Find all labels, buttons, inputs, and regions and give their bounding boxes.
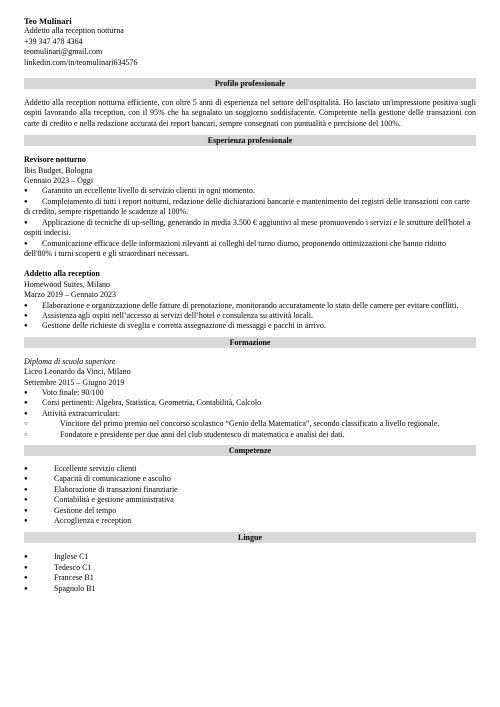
phone-number: +39 347 478 4364 bbox=[24, 36, 83, 46]
list-item bbox=[24, 186, 476, 196]
education-dates: Settembre 2015 – Giugno 2019 bbox=[24, 377, 125, 387]
person-name: Teo Mulinari bbox=[24, 16, 72, 26]
bullet-text: Corsi pertinenti: Algebra, Statistica, Geometria, Contabilità, Calcolo bbox=[42, 398, 262, 408]
header bbox=[24, 16, 476, 68]
bullet-icon: ● bbox=[24, 575, 28, 582]
bullet-icon: ● bbox=[24, 302, 28, 309]
bullet-text: Elaborazione e organizzazione delle fatture di prenotazione, monitorando accuratamente lo stato delle camere per evitare conflitti. bbox=[42, 300, 459, 310]
job-title: Addetto alla reception bbox=[24, 269, 100, 279]
bullet-text: Attività extracurriculari: bbox=[42, 408, 120, 418]
job-dates: Marzo 2019 – Gennaio 2023 bbox=[24, 290, 116, 300]
bullet-text: Comunicazione efficace delle informazioni rilevanti ai colleghi del turno diurno, proponendo ottimizzazioni che hanno ridotto dell'80% i turni scoperti e gli straordinari necessari. bbox=[24, 238, 446, 258]
job-role: Addetto alla reception notturna bbox=[24, 26, 124, 36]
list-item bbox=[24, 563, 476, 573]
list-item bbox=[24, 506, 476, 516]
list-item bbox=[24, 474, 476, 484]
bullet-text: Assistenza agli ospiti nell’accesso ai servizi dell’hotel e consulenza su attività locali. bbox=[42, 310, 314, 320]
job-entry bbox=[24, 269, 476, 331]
bullet-icon: ● bbox=[24, 400, 28, 407]
job-bullets bbox=[24, 301, 476, 332]
languages-list bbox=[24, 552, 476, 594]
list-item bbox=[24, 239, 476, 260]
list-item bbox=[24, 552, 476, 562]
bullet-icon: ● bbox=[24, 389, 28, 396]
bullet-icon: ● bbox=[24, 554, 28, 561]
skills-section-header: Competenze bbox=[24, 445, 476, 456]
skill-text: Contabilità e gestione amministrativa bbox=[54, 495, 174, 505]
bullet-icon: ● bbox=[24, 198, 28, 205]
experience-section-header: Esperienza professionale bbox=[24, 135, 476, 146]
sub-bullet-icon: ○ bbox=[24, 431, 28, 438]
bullet-icon: ● bbox=[24, 410, 28, 417]
list-item bbox=[24, 218, 476, 239]
skill-text: Capacità di comunicazione e ascolto bbox=[54, 474, 171, 484]
bullet-text: Completamento di tutti i report notturni, redazione delle dichiarazioni bancarie e mantenimento dei registri delle transazioni con carte di credito, sempre rispettando le scadenze al 100%. bbox=[24, 196, 470, 217]
education-entry bbox=[24, 357, 476, 440]
education-section-header: Formazione bbox=[24, 337, 476, 348]
bullet-icon: ● bbox=[24, 312, 28, 319]
job-bullets bbox=[24, 186, 476, 259]
bullet-text: Applicazione di tecniche di up-selling, generando in media 3.500 € aggiuntivi al mese promuovendo i servizi e le strutture dell'hotel a ospiti indecisi. bbox=[24, 217, 471, 238]
skill-text: Elaborazione di transazioni finanziarie bbox=[54, 484, 178, 494]
bullet-icon: ● bbox=[24, 219, 28, 226]
skills-list bbox=[24, 464, 476, 526]
bullet-icon: ● bbox=[24, 497, 28, 504]
bullet-icon: ● bbox=[24, 518, 28, 525]
list-item bbox=[24, 419, 476, 429]
list-item bbox=[24, 464, 476, 474]
linkedin-url: linkedin.com/in/teomulinari634576 bbox=[24, 57, 138, 67]
bullet-icon: ● bbox=[24, 486, 28, 493]
bullet-icon: ● bbox=[24, 585, 28, 592]
language-text: Spagnolo B1 bbox=[54, 583, 96, 593]
bullet-icon: ● bbox=[24, 466, 28, 472]
bullet-text: Voto finale: 90/100 bbox=[42, 387, 104, 397]
list-item bbox=[24, 197, 476, 218]
list-item bbox=[24, 495, 476, 505]
email-address: teomulinari@gmail.com bbox=[24, 47, 103, 57]
bullet-text: Vincitore del primo premio nel concorso scolastico “Genio della Matematica”, secondo classificato a livello regionale. bbox=[60, 419, 440, 429]
languages-section-header: Lingue bbox=[24, 532, 476, 543]
bullet-text: Fondatore e presidente per due anni del club studentesco di matematica e analisi dei dati. bbox=[60, 429, 345, 439]
bullet-icon: ● bbox=[24, 564, 28, 571]
list-item bbox=[24, 301, 476, 311]
skill-text: Eccellente servizio clienti bbox=[54, 464, 137, 473]
list-item bbox=[24, 485, 476, 495]
language-text: Inglese C1 bbox=[54, 552, 89, 562]
degree: Diploma di scuola superiore bbox=[24, 356, 116, 366]
bullet-icon: ● bbox=[24, 507, 28, 514]
language-text: Francese B1 bbox=[54, 573, 94, 583]
list-item bbox=[24, 409, 476, 419]
language-text: Tedesco C1 bbox=[54, 562, 92, 572]
list-item bbox=[24, 430, 476, 440]
bullet-text: Garantito un eccellente livello di servizio clienti in ogni momento. bbox=[42, 186, 255, 196]
bullet-icon: ● bbox=[24, 476, 28, 483]
sub-bullet-icon: ○ bbox=[24, 421, 28, 428]
list-item bbox=[24, 388, 476, 398]
bullet-icon: ● bbox=[24, 188, 28, 195]
skill-text: Gestione del tempo bbox=[54, 505, 117, 515]
bullet-icon: ● bbox=[24, 240, 28, 247]
job-entry bbox=[24, 155, 476, 259]
list-item bbox=[24, 311, 476, 321]
bullet-text: Gestione delle richieste di sveglia e corretta assegnazione di messaggi e pacchi in arrivo. bbox=[42, 321, 326, 331]
company: Ibis Budget, Bologna bbox=[24, 165, 93, 175]
skill-text: Accoglienza e reception bbox=[54, 516, 132, 526]
bullet-icon: ● bbox=[24, 323, 28, 330]
profile-section-header: Profilo professionale bbox=[24, 78, 476, 89]
list-item bbox=[24, 584, 476, 594]
list-item bbox=[24, 398, 476, 408]
job-title: Revisore notturno bbox=[24, 155, 86, 165]
list-item bbox=[24, 321, 476, 331]
profile-summary: Addetto alla reception notturna efficiente, con oltre 5 anni di esperienza nel settore dell'ospitalità. Ho lasciato un'impressione positiva sugli ospiti lavorando alla reception, con il 95% che ha segnalato un soggiorno soddisfacente. Competente nella gestione delle transazioni con carte di credito e nella redazione accurata dei report bancari, sempre consegnati con puntualità e precisione del 100%. bbox=[24, 98, 476, 128]
resume-page bbox=[24, 16, 476, 594]
job-dates: Gennaio 2023 – Oggi bbox=[24, 176, 94, 186]
list-item bbox=[24, 516, 476, 526]
education-bullets bbox=[24, 388, 476, 440]
list-item bbox=[24, 573, 476, 583]
company: Homewood Suites, Milano bbox=[24, 279, 110, 289]
school: Liceo Leonardo da Vinci, Milano bbox=[24, 367, 131, 377]
